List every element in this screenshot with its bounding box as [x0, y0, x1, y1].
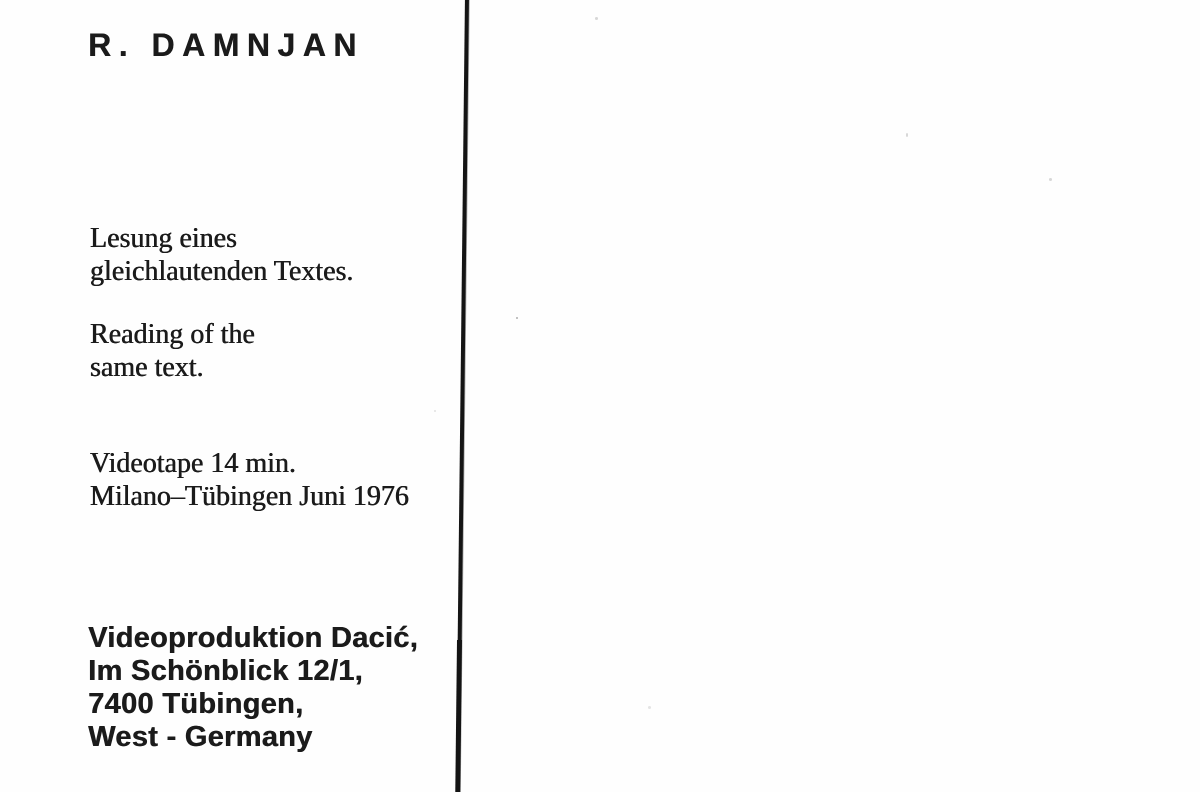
producer-name: Videoproduktion Dacić, — [88, 622, 418, 654]
german-line-1: Lesung eines — [90, 223, 237, 254]
work-place-date: Milano–Tübingen Juni 1976 — [90, 481, 409, 512]
producer-street: Im Schönblick 12/1, — [88, 655, 363, 687]
work-details — [90, 447, 409, 513]
page-fold-divider-line-bottom — [455, 640, 461, 792]
english-line-2: same text. — [90, 352, 204, 383]
scan-speck — [1049, 178, 1052, 181]
scan-speck — [434, 410, 436, 412]
german-line-2: gleichlautenden Textes. — [90, 256, 354, 287]
scan-speck — [648, 706, 651, 709]
english-line-1: Reading of the — [90, 319, 255, 350]
scan-speck — [516, 317, 518, 319]
description-english — [90, 318, 255, 384]
producer-city: 7400 Tübingen, — [88, 688, 304, 720]
work-medium-duration: Videotape 14 min. — [90, 448, 296, 479]
producer-address — [88, 622, 418, 754]
producer-country: West - Germany — [88, 721, 313, 753]
description-german — [90, 222, 353, 288]
scan-speck — [595, 17, 598, 20]
scan-speck — [906, 133, 908, 137]
artist-name: R. DAMNJAN — [88, 27, 364, 63]
